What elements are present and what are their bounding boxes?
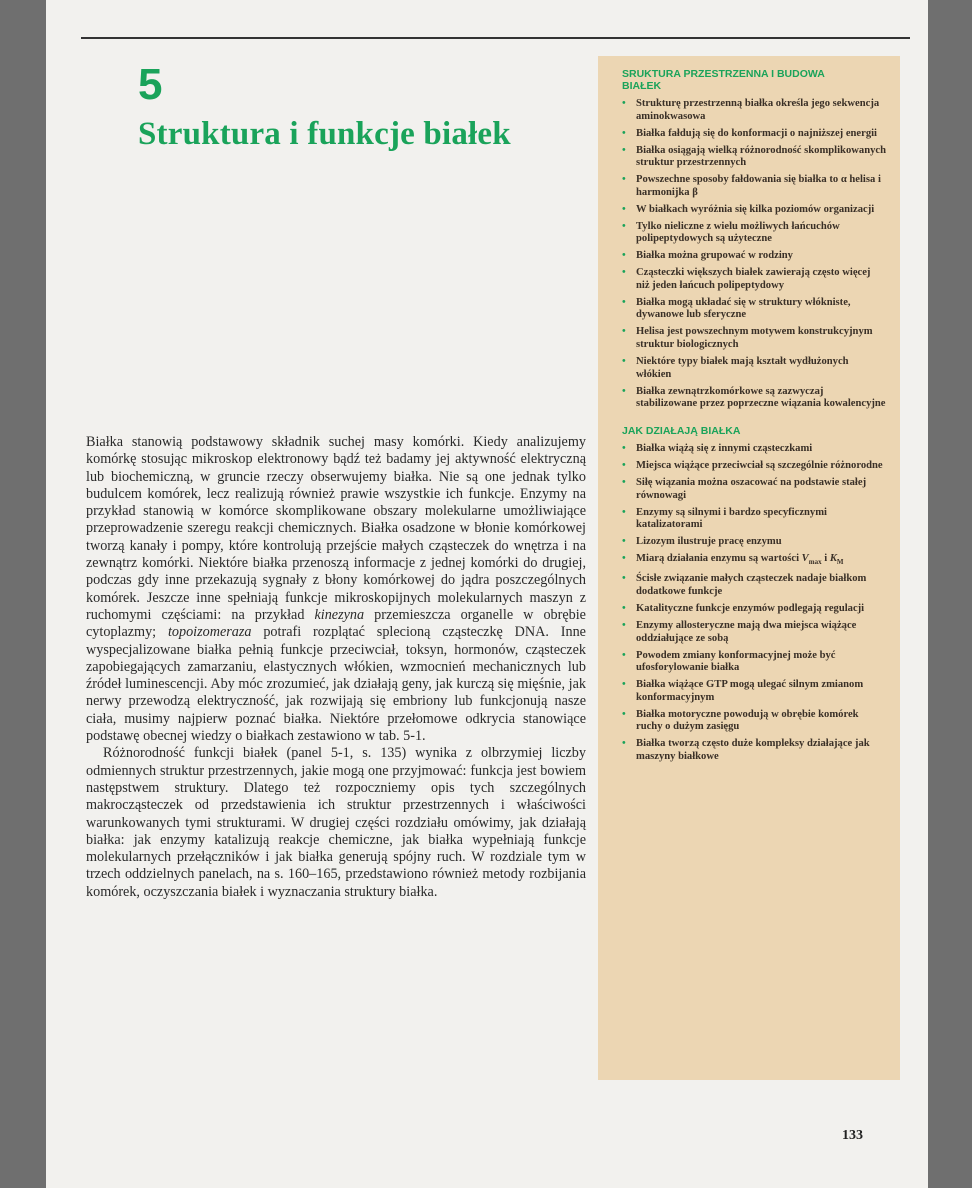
subscript: max [808, 558, 822, 567]
chapter-title: Struktura i funkcje białek [138, 116, 511, 152]
subscript: M [836, 558, 844, 567]
sidebar-topic-item [622, 679, 886, 704]
sidebar-topic-item [622, 221, 886, 246]
text-run: Powszechne sposoby fałdowania się białka to α helisa i harmonijka β [636, 174, 881, 198]
page [46, 0, 928, 1188]
sidebar-topic-item [622, 738, 886, 763]
bullet-icon: • [622, 203, 626, 215]
body-paragraph [86, 745, 586, 901]
text-run: Białka motoryczne powodują w obrębie komórek ruchy o dużym zasięgu [636, 708, 859, 733]
sidebar-topic-item [622, 204, 886, 217]
text-run: Różnorodność funkcji białek (panel 5-1, s. 135) wynika z olbrzymiej liczby odmiennych struktur przestrzennych, jakie mogą one przyjmować: funkcja jest bowiem następstwem struktury. Dlatego też rozpoczniemy opis tych szczególnych makrocząsteczek od przedstawienia ich struktur przestrzennych i właściwości warunkowanych tymi strukturami. W drugiej części rozdziału omówimy, jak działają białka: jak enzymy katalizują reakcje chemiczne, jak białka wypełniają funkcje molekularnych przełączników i jak białka generują spójny ruch. W rozdziale tym w trzech oddzielnych panelach, na s. 160–165, przedstawiono również metody rozbijania komórek, oczyszczania białek i wyznaczania struktury białka. [86, 745, 586, 900]
body-paragraph [86, 434, 586, 745]
text-run: Białka wiążą się z innymi cząsteczkami [636, 443, 813, 455]
sidebar-topic-item [622, 326, 886, 351]
bullet-icon: • [622, 144, 626, 156]
bullet-icon: • [622, 98, 626, 109]
sidebar-topic-item [622, 460, 886, 473]
bullet-icon: • [622, 573, 626, 585]
sidebar-topic-item [622, 603, 886, 616]
sidebar-topic-item [622, 250, 886, 263]
text-run: Miejsca wiążące przeciwciał są szczególnie różnorodne [636, 460, 883, 472]
page-number: 133 [842, 1128, 863, 1143]
sidebar-topic-item [622, 477, 886, 502]
bullet-icon: • [622, 296, 626, 308]
bullet-icon: • [622, 679, 626, 691]
text-run: Powodem zmiany konformacyjnej może być ufosforylowanie białka [636, 649, 836, 674]
text-run: przemieszcza organelle w obrębie cytoplazmy; [86, 606, 586, 641]
sidebar-section-heading: JAK DZIAŁAJĄ BIAŁKA [622, 425, 741, 438]
bullet-icon: • [622, 385, 626, 397]
chapter-contents-sidebar [598, 56, 900, 1080]
sidebar-topic-item [622, 553, 886, 569]
text-run: Miarą działania enzymu są wartości [636, 553, 802, 565]
text-run: Ścisłe związanie małych cząsteczek nadaje białkom dodatkowe funkcje [636, 573, 867, 597]
bullet-icon: • [622, 477, 626, 489]
sidebar-topic-item [622, 128, 886, 141]
text-run: Białka osiągają wielką różnorodność skomplikowanych struktur przestrzennych [636, 144, 886, 169]
italic-term: V [801, 553, 809, 565]
bullet-icon: • [622, 506, 626, 518]
text-run: Białka stanowią podstawowy składnik suchej masy komórki. Kiedy analizujemy komórkę stosując mikroskop elektronowy bądź też badamy jej aktywność elektryczną lub biochemiczną, w gruncie rzeczy obserwujemy białka. Nie są one jednak tylko budulcem komórek, lecz realizują również prawie wszystkie ich funkcje. Enzymy na przykład stanowią w komórce skomplikowane obszary molekularne umożliwiające przeprowadzenie szeregu reakcji chemicznych. Białka osadzone w błonie komórkowej tworzą kanały i pompy, które kontrolują przejście małych cząsteczek do wnętrza i na zewnątrz komórki. Niektóre białka przenoszą informacje z jednej komórki do drugiej, podczas gdy inne przekazują sygnały z błony komórkowej do jądra poszczególnych komórek. Jeszcze inne spełniają funkcje mikroskopijnych molekularnych maszyn z ruchomymi częściami: na przykład [86, 434, 586, 623]
sidebar-topic-item [622, 443, 886, 456]
bullet-icon: • [622, 602, 626, 614]
text-run: Białka tworzą często duże kompleksy działające jak maszyny białkowe [636, 738, 870, 762]
bullet-icon: • [622, 536, 626, 548]
text-run: Lizozym ilustruje pracę enzymu [636, 536, 782, 548]
bullet-icon: • [622, 326, 626, 338]
chapter-number: 5 [138, 60, 163, 109]
text-run: potrafi rozplątać splecioną cząsteczkę DNA. Inne wyspecjalizowane białka pełnią funkcje przeciwciał, toksyn, hormonów, cząsteczek zapobiegających zamarzaniu, elastycznych włókien, wzmocnień mechanicznych lub źródeł luminescencji. Aby móc zrozumieć, jak działają geny, jak kurczą się mięśnie, jak nerwy przewodzą elektryczność, jak rozwijają się embriony lub funkcjonują nasze ciała, musimy najpierw poznać białka. Niektóre przełomowe odkrycia stanowiące podstawę obecnej wiedzy o białkach zestawiono w tab. 5-1. [86, 624, 586, 745]
sidebar-topic-item [622, 267, 886, 292]
body-text [86, 434, 586, 901]
text-run: Cząsteczki większych białek zawierają często więcej niż jeden łańcuch polipeptydowy [636, 267, 871, 291]
text-run: Białka fałdują się do konformacji o najniższej energii [636, 127, 877, 139]
bullet-icon: • [622, 174, 626, 186]
text-run: Białka zewnątrzkomórkowe są zazwyczaj stabilizowane przez poprzeczne wiązania kowalencyjne [636, 385, 886, 410]
sidebar-topic-item [622, 507, 886, 532]
bullet-icon: • [622, 553, 626, 565]
bullet-icon: • [622, 738, 626, 750]
sidebar-topic-list [598, 443, 900, 763]
text-run: Siłę wiązania można oszacować na podstawie stałej równowagi [636, 477, 867, 501]
bullet-icon: • [622, 356, 626, 367]
bullet-icon: • [622, 127, 626, 139]
top-rule [81, 37, 910, 39]
text-run: W białkach wyróżnia się kilka poziomów organizacji [636, 203, 875, 215]
text-run: Tylko nieliczne z wielu możliwych łańcuchów polipeptydowych są użyteczne [636, 220, 840, 245]
sidebar-topic-item [622, 297, 886, 322]
sidebar-topic-list [598, 98, 900, 411]
sidebar-topic-item [622, 174, 886, 199]
sidebar-topic-item [622, 573, 886, 598]
bullet-icon: • [622, 619, 626, 631]
sidebar-topic-item [622, 98, 886, 123]
sidebar-topic-item [622, 536, 886, 549]
sidebar-topic-item [622, 620, 886, 645]
text-run: Białka wiążące GTP mogą ulegać silnym zmianom konformacyjnym [636, 679, 864, 703]
bullet-icon: • [622, 267, 626, 279]
bullet-icon: • [622, 708, 626, 720]
italic-term: topoizomeraza [167, 624, 252, 641]
text-run: Katalityczne funkcje enzymów podlegają regulacji [636, 602, 865, 614]
text-run: Białka mogą układać się w struktury włókniste, dywanowe lub sferyczne [636, 296, 851, 321]
bullet-icon: • [622, 220, 626, 232]
text-run: Strukturę przestrzenną białka określa jego sekwencja aminokwasowa [636, 98, 880, 122]
sidebar-topic-item [622, 650, 886, 675]
text-run: Białka można grupować w rodziny [636, 250, 793, 262]
text-run: i [821, 553, 830, 565]
bullet-icon: • [622, 649, 626, 661]
bullet-icon: • [622, 443, 626, 455]
text-run: Enzymy są silnymi i bardzo specyficznymi katalizatorami [636, 506, 827, 531]
text-run: Enzymy allosteryczne mają dwa miejsca wiążące oddziałujące ze sobą [636, 619, 857, 644]
sidebar-topic-item [622, 356, 886, 381]
bullet-icon: • [622, 460, 626, 472]
text-run: Niektóre typy białek mają kształt wydłużonych włókien [636, 356, 849, 380]
bullet-icon: • [622, 250, 626, 262]
italic-term: kinezyna [314, 606, 365, 623]
sidebar-topic-item [622, 145, 886, 170]
text-run: Helisa jest powszechnym motywem konstrukcyjnym struktur biologicznych [636, 326, 873, 351]
italic-term: K [829, 553, 837, 565]
sidebar-topic-item [622, 709, 886, 734]
sidebar-topic-item [622, 386, 886, 411]
sidebar-section-heading: SRUKTURA PRZESTRZENNA I BUDOWA BIAŁEK [622, 68, 825, 92]
